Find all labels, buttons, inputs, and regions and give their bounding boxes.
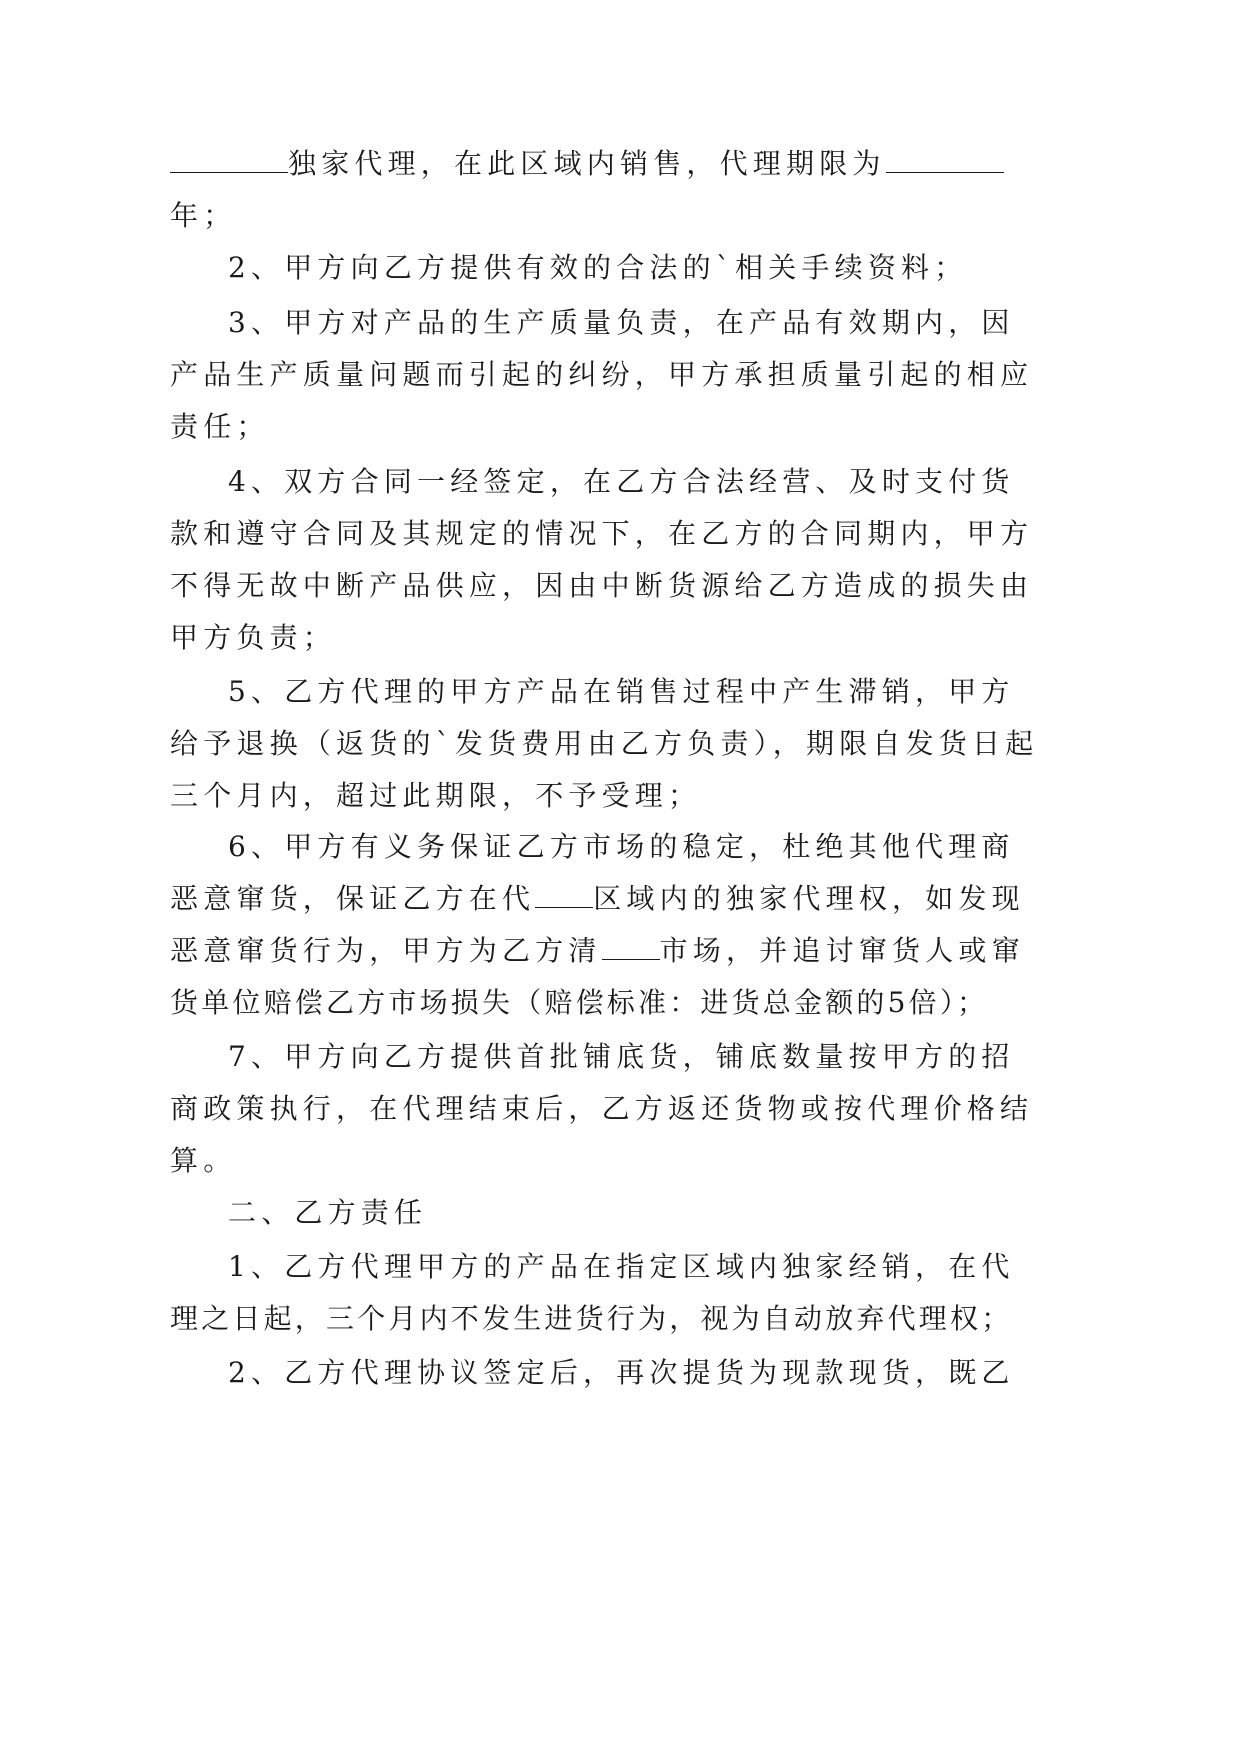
text-segment: 恶意窜货，保证乙方在代 (170, 882, 536, 915)
text-line: 算。 (170, 1144, 237, 1177)
text-segment: 独家代理，在此区域内销售，代理期限为 (288, 147, 886, 180)
text-line: 三个月内，超过此期限，不予受理； (170, 779, 702, 812)
text-line (170, 934, 1025, 968)
fill-in-blank (535, 883, 593, 908)
text-line: 1、乙方代理甲方的产品在指定区域内独家经销，在代 (228, 1250, 1015, 1283)
text-line (170, 882, 1025, 916)
text-line (170, 147, 945, 181)
text-line: 3、甲方对产品的生产质量负责，在产品有效期内，因 (228, 306, 1015, 339)
text-line: 2、乙方代理协议签定后，再次提货为现款现货，既乙 (228, 1356, 1015, 1389)
fill-in-blank (886, 148, 1004, 173)
fill-in-blank (170, 148, 288, 173)
text-line: 年； (170, 199, 237, 232)
text-segment: 恶意窜货行为，甲方为乙方清 (170, 934, 602, 967)
text-line: 商政策执行，在代理结束后，乙方返还货物或按代理价格结 (170, 1092, 1034, 1125)
text-segment: 区域内的独家代理权，如发现 (593, 882, 1025, 915)
text-line: 货单位赔偿乙方市场损失（赔偿标准：进货总金额的5倍）； (170, 986, 989, 1019)
text-line: 责任； (170, 410, 270, 443)
text-line: 甲方负责； (170, 621, 337, 654)
text-line: 6、甲方有义务保证乙方市场的稳定，杜绝其他代理商 (228, 830, 1015, 863)
text-line: 产品生产质量问题而引起的纠纷，甲方承担质量引起的相应 (170, 358, 1034, 391)
text-segment: 市场，并追讨窜货人或窜 (659, 934, 1025, 967)
text-line: 4、双方合同一经签定，在乙方合法经营、及时支付货 (228, 465, 1015, 498)
text-line: 不得无故中断产品供应，因由中断货源给乙方造成的损失由 (170, 569, 1034, 602)
text-line: 2、甲方向乙方提供有效的合法的`相关手续资料； (228, 251, 968, 284)
text-line: 5、乙方代理的甲方产品在销售过程中产生滞销，甲方 (228, 675, 1015, 708)
fill-in-blank (602, 935, 660, 960)
text-line: 给予退换（返货的`发货费用由乙方负责），期限自发货日起 (170, 727, 1039, 760)
text-line: 款和遵守合同及其规定的情况下，在乙方的合同期内，甲方 (170, 517, 1034, 550)
text-line: 7、甲方向乙方提供首批铺底货，铺底数量按甲方的招 (228, 1040, 1015, 1073)
text-line: 理之日起，三个月内不发生进货行为，视为自动放弃代理权； (170, 1302, 1013, 1335)
section-heading: 二、乙方责任 (228, 1196, 428, 1229)
